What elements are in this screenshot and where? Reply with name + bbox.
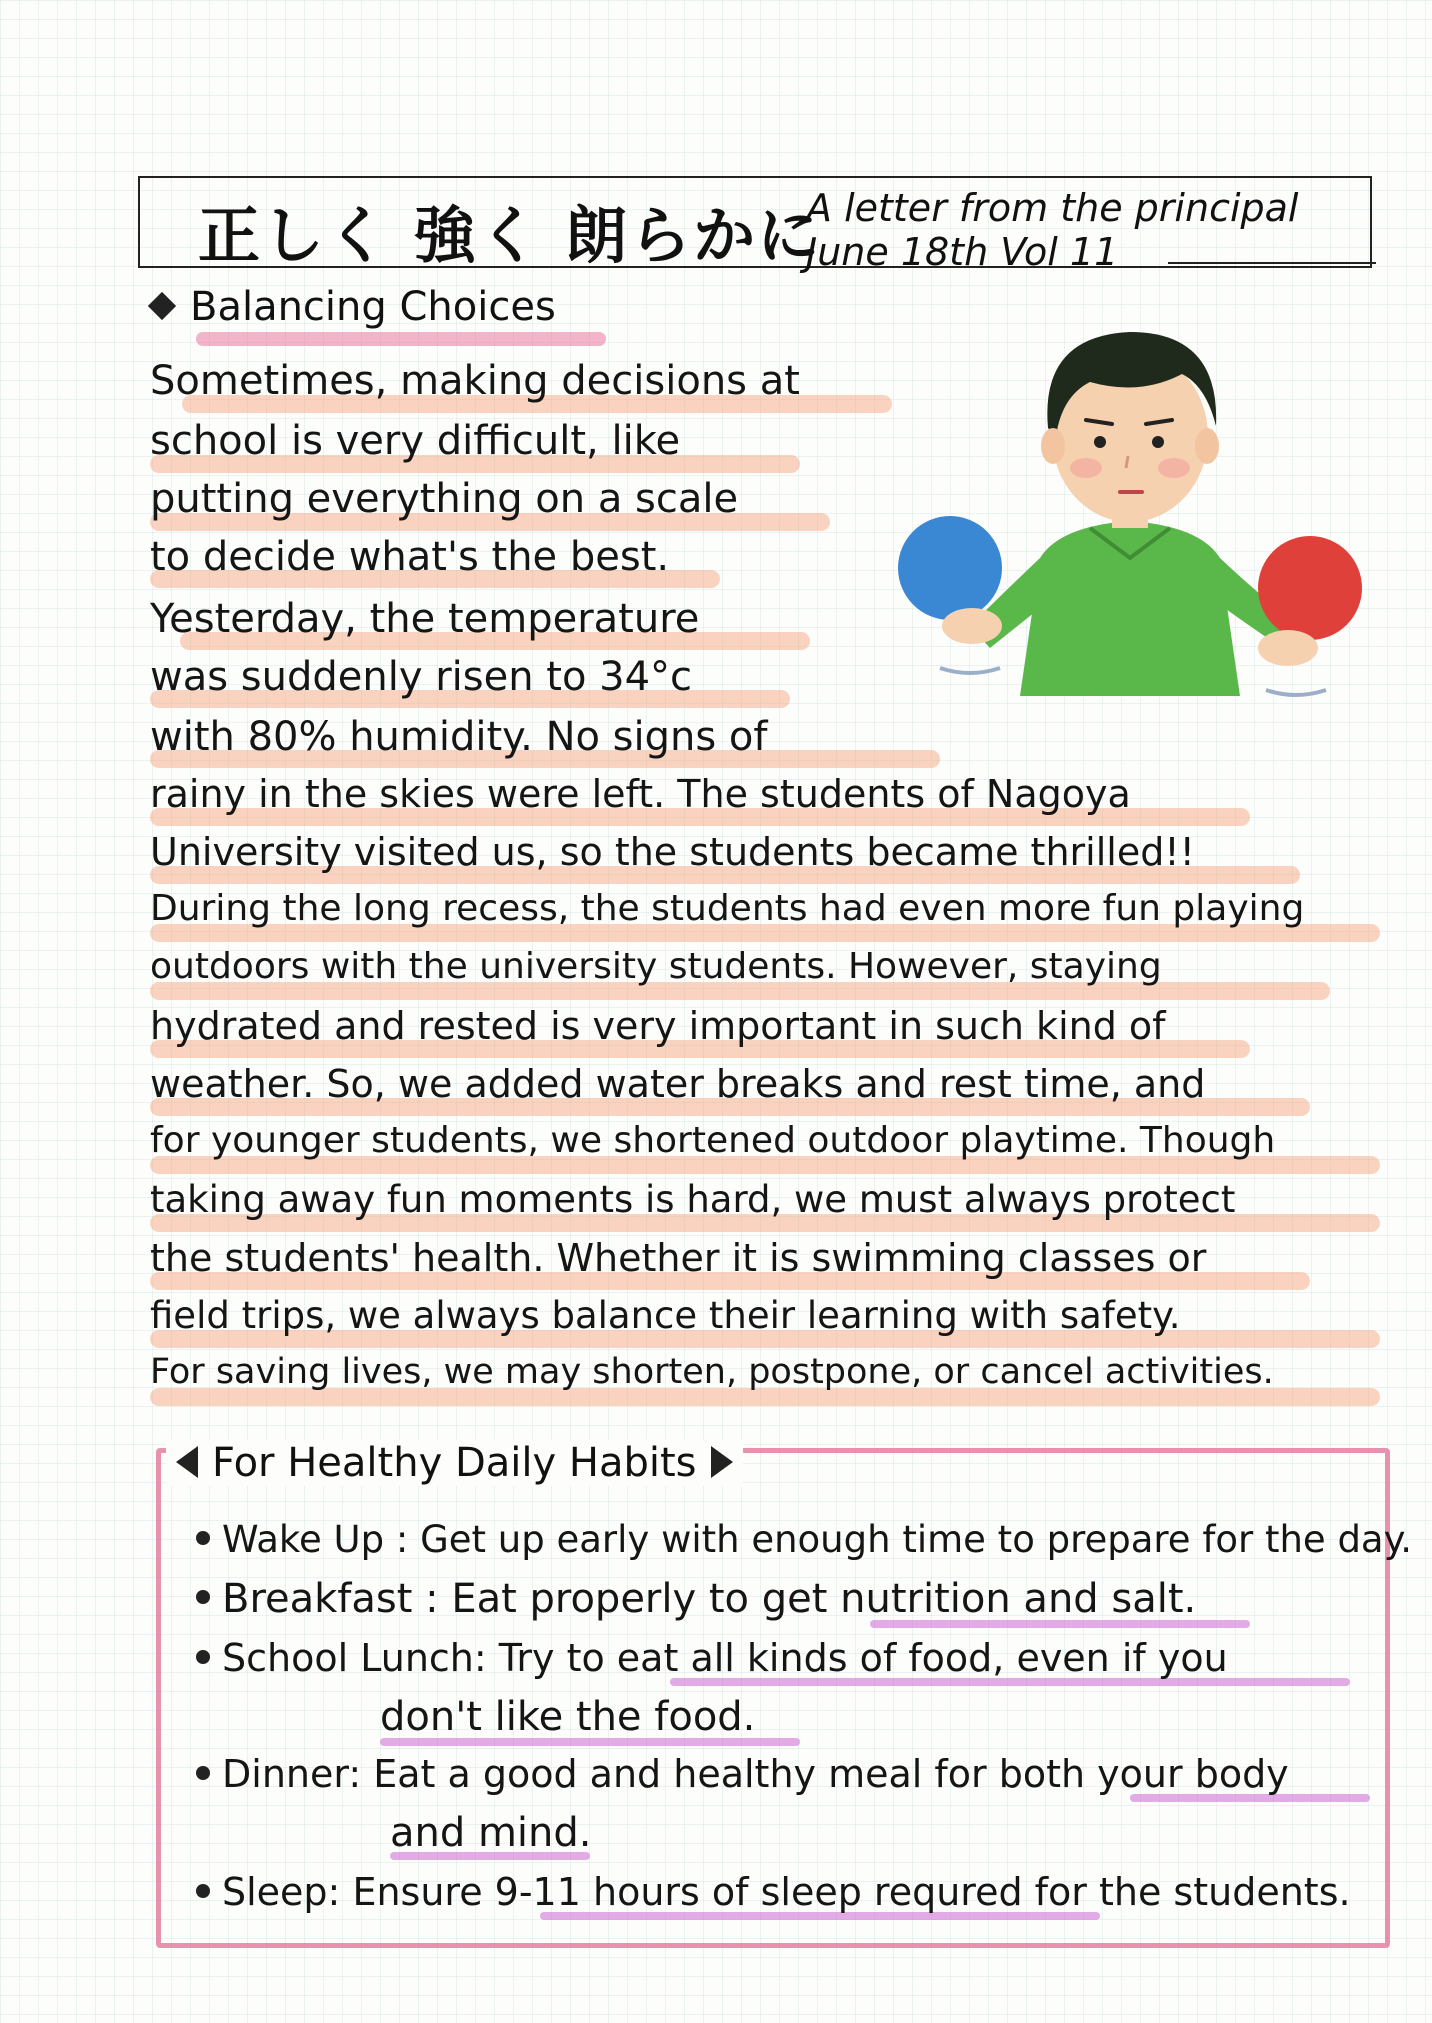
triangle-right-icon [711,1446,733,1478]
body-line: Yesterday, the temperature [150,596,700,642]
newsletter-title: 正しく 強く 朗らかに [198,199,822,272]
body-line: University visited us, so the students became thrilled!! [150,830,1195,874]
subtitle-line-2: June 18th Vol 11 [806,230,1119,274]
body-line: Sometimes, making decisions at [150,358,800,404]
body-line: hydrated and rested is very important in such kind of [150,1004,1166,1048]
bullet-icon [196,1650,210,1664]
subtitle-underline [1168,262,1376,264]
habit-item [196,1636,1228,1680]
triangle-left-icon [176,1446,198,1478]
habit-item [196,1518,1412,1561]
habit-text: Dinner: Eat a good and healthy meal for both your body [222,1752,1289,1796]
section-heading [144,284,556,330]
body-line: to decide what's the best. [150,534,670,580]
habits-heading-text: For Healthy Daily Habits [212,1440,697,1486]
habit-item [196,1576,1196,1622]
habit-item [196,1870,1351,1914]
subtitle-line-1: A letter from the principal [806,186,1299,230]
bullet-icon [196,1531,210,1545]
diamond-bullet-icon [148,292,176,320]
habit-item-continued: and mind. [390,1810,592,1856]
body-line: taking away fun moments is hard, we must always protect [150,1178,1236,1221]
body-line: was suddenly risen to 34°c [150,654,693,700]
bullet-icon [196,1884,210,1898]
body-line: rainy in the skies were left. The students of Nagoya [150,772,1131,816]
habit-text: Sleep: Ensure 9-11 hours of sleep requred for the students. [222,1870,1351,1914]
body-line: school is very difficult, like [150,418,681,464]
body-line: weather. So, we added water breaks and rest time, and [150,1062,1206,1106]
heading-highlight [196,332,606,346]
habit-item-continued: don't like the food. [380,1694,756,1740]
boy-holding-two-balls-icon [890,296,1370,736]
body-line: putting everything on a scale [150,476,739,522]
section-heading-text: Balancing Choices [190,284,556,330]
habit-text: School Lunch: Try to eat all kinds of food, even if you [222,1636,1228,1680]
habit-item [196,1752,1289,1796]
bullet-icon [196,1590,210,1604]
body-line: with 80% humidity. No signs of [150,714,768,760]
body-line: for younger students, we shortened outdoor playtime. Though [150,1120,1276,1161]
newsletter-subtitle [806,186,1298,274]
habit-text: Breakfast : Eat properly to get nutrition and salt. [222,1576,1197,1622]
habits-heading [166,1440,743,1486]
body-line: field trips, we always balance their learning with safety. [150,1294,1181,1337]
body-line: During the long recess, the students had even more fun playing [150,888,1305,929]
body-line: the students' health. Whether it is swimming classes or [150,1236,1207,1280]
body-line: For saving lives, we may shorten, postpone, or cancel activities. [150,1352,1274,1392]
body-line: outdoors with the university students. However, staying [150,946,1162,987]
bullet-icon [196,1766,210,1780]
habit-text: Wake Up : Get up early with enough time to prepare for the day. [222,1518,1412,1561]
